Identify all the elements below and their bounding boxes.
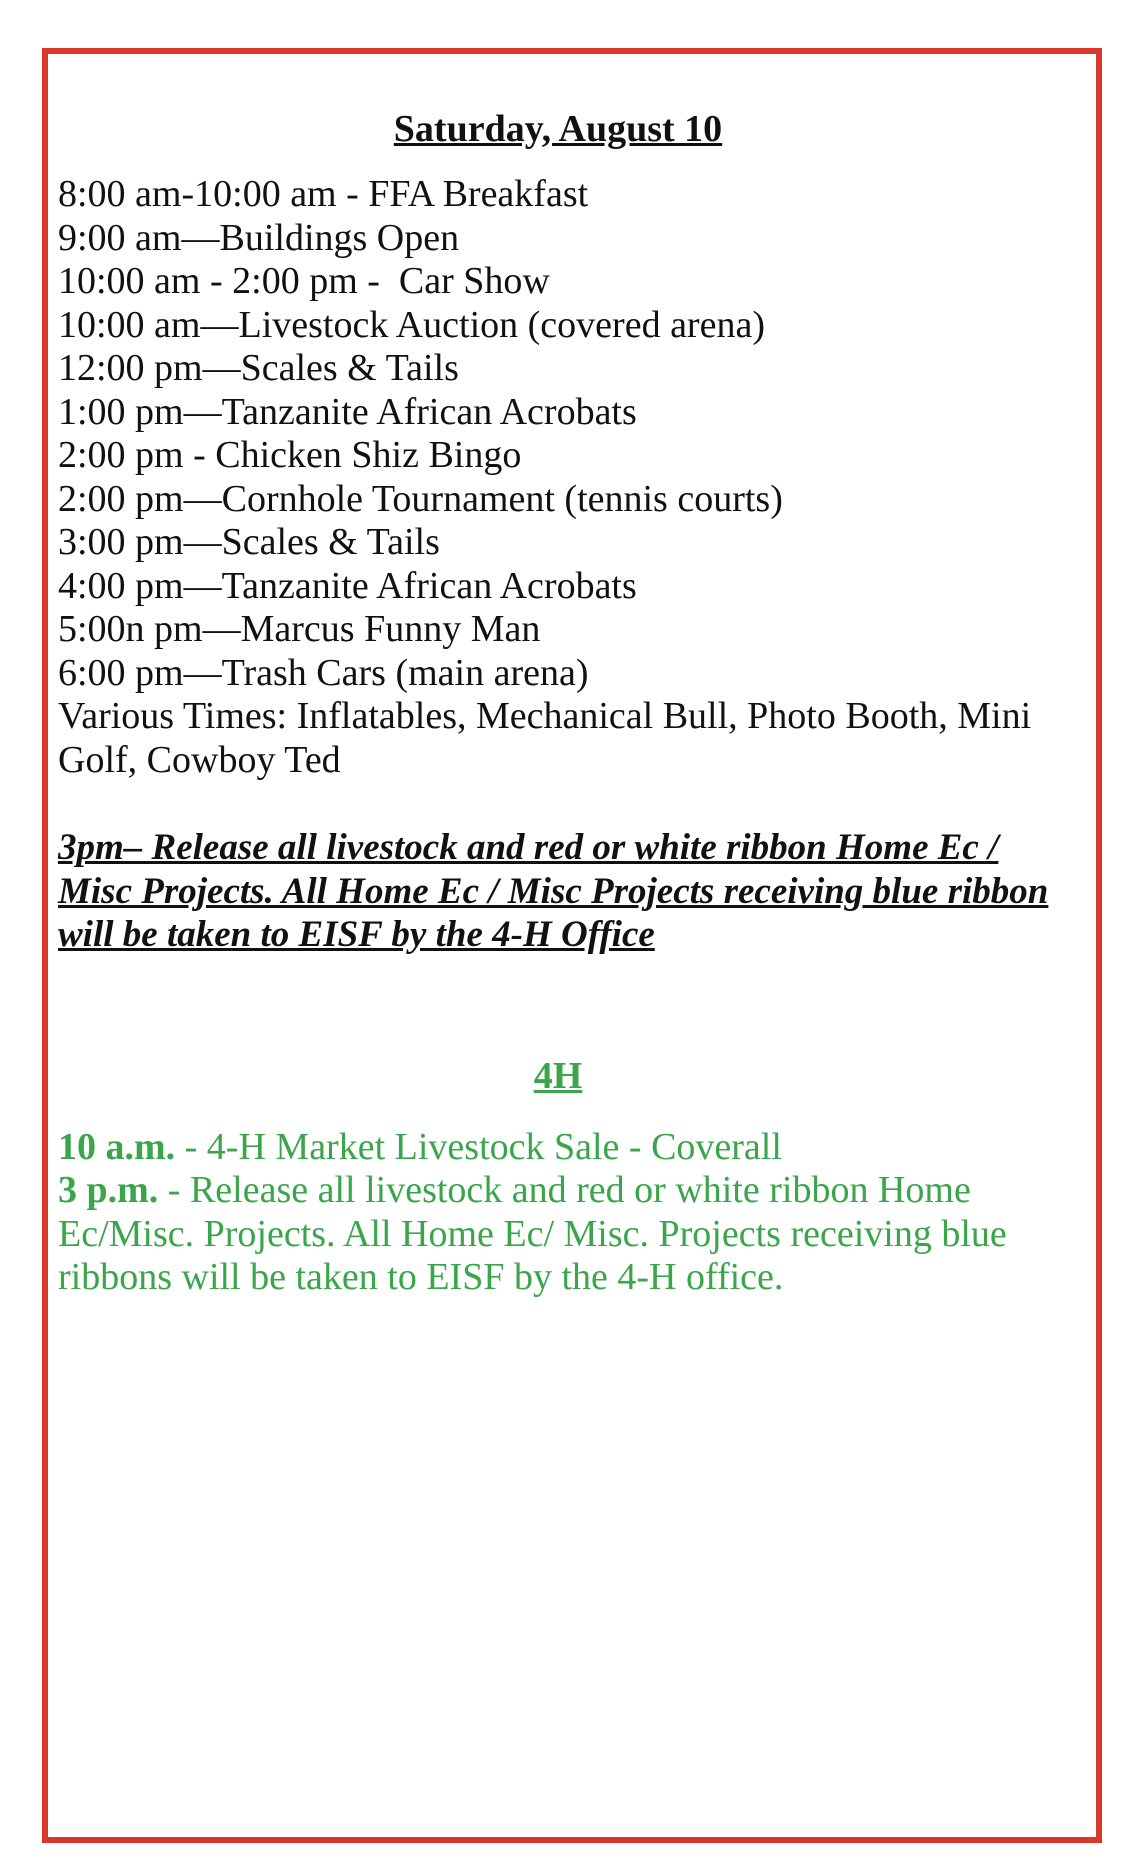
schedule-item: 1:00 pm—Tanzanite African Acrobats xyxy=(58,390,637,433)
schedule-list xyxy=(58,173,1098,782)
page-title: Saturday, August 10 xyxy=(393,108,723,150)
list-item xyxy=(58,1169,1098,1300)
schedule-item: 8:00 am-10:00 am - FFA Breakfast xyxy=(58,173,589,215)
schedule-item: 2:00 pm - Chicken Shiz Bingo xyxy=(58,434,522,476)
schedule-document xyxy=(58,105,1098,1300)
schedule-item: 10:00 am - 2:00 pm - Car Show xyxy=(58,260,550,302)
list-item xyxy=(58,1126,1098,1170)
schedule-item: 5:00n pm—Marcus Funny Man xyxy=(58,608,541,650)
item-text: - Release all livestock and red or white ribbon Home Ec/Misc. Projects. All Home Ec/ Misc. Projects receiving blue ribbons will be taken to EISF by the 4-H office. xyxy=(58,1169,1007,1298)
schedule-item: 10:00 am—Livestock Auction (covered arena) xyxy=(58,303,765,346)
schedule-item: 9:00 am—Buildings Open xyxy=(58,216,460,259)
schedule-item: 4:00 pm—Tanzanite African Acrobats xyxy=(58,564,637,607)
schedule-item: 12:00 pm—Scales & Tails xyxy=(58,347,459,389)
schedule-item: 2:00 pm—Cornhole Tournament (tennis courts) xyxy=(58,477,783,520)
item-time: 10 a.m. xyxy=(58,1125,176,1168)
item-text: - 4-H Market Livestock Sale - Coverall xyxy=(175,1125,782,1168)
section-title-4h: 4H xyxy=(533,1054,583,1097)
release-notice: 3pm– Release all livestock and red or white ribbon Home Ec / Misc Projects. All Home Ec / Misc Projects receiving blue ribbon will be taken to EISF by the 4-H Office xyxy=(58,827,1049,955)
section-list-4h xyxy=(58,1126,1098,1300)
schedule-item: 6:00 pm—Trash Cars (main arena) xyxy=(58,651,589,694)
schedule-item: 3:00 pm—Scales & Tails xyxy=(58,521,440,563)
schedule-item: Various Times: Inflatables, Mechanical Bull, Photo Booth, Mini Golf, Cowboy Ted xyxy=(58,695,1041,781)
item-time: 3 p.m. xyxy=(58,1169,159,1211)
